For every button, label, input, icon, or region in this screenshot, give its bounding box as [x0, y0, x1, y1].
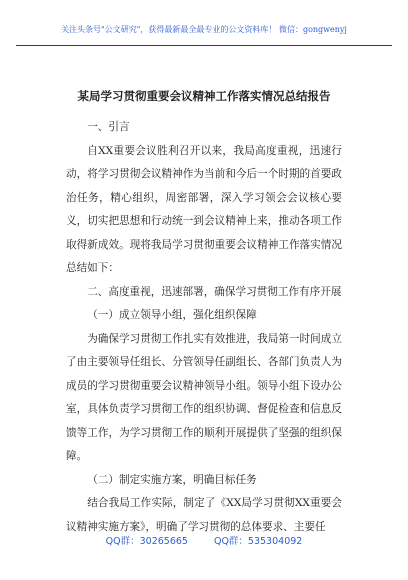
paragraph-subsection-two-heading: （二）制定实施方案，明确目标任务: [87, 473, 257, 486]
footer-qq-group-1: QQ群：30265665: [105, 536, 188, 547]
header-divider: [16, 45, 392, 46]
header-banner: 关注头条号"公文研究"，获得最新最全最专业的公文资料库！ 微信：gongwenyj: [61, 25, 347, 34]
footer-qq-group-2: QQ群：535304092: [213, 536, 303, 547]
paragraph-section-two-heading: 二、高度重视，迅速部署，确保学习贯彻工作有序开展: [87, 285, 342, 298]
paragraph-intro-body: 自XX重要会议胜利召开以来，我局高度重视，迅速行动，将学习贯彻会议精神作为当前和今后一个时期的首要政治任务，精心组织，周密部署，深入学习领会会议核心要义，切实把思想和行动统一到会议精神上来，推动各项工作取得新成效。现将我局学习贯彻重要会议精神工作落实情况总结如下：: [66, 144, 342, 274]
document-title: 某局学习贯彻重要会议精神工作落实情况总结报告: [77, 89, 331, 103]
paragraph-subsection-two-body: 结合我局工作实际，制定了《XX局学习贯彻XX重要会议精神实施方案》，明确了学习贯彻的总体要求、主要任: [66, 497, 342, 533]
paragraph-intro-heading: 一、引言: [87, 121, 130, 133]
document-body: [66, 116, 342, 539]
footer-contact: [0, 535, 408, 549]
paragraph-subsection-one-body: 为确保学习贯彻工作扎实有效推进，我局第一时间成立了由主要领导任组长、分管领导任副组长、各部门负责人为成员的学习贯彻重要会议精神领导小组。领导小组下设办公室，具体负责学习贯彻工作的组织协调、督促检查和信息反馈等工作，为学习贯彻工作的顺利开展提供了坚强的组织保障。: [66, 332, 342, 462]
paragraph-subsection-one-heading: （一）成立领导小组，强化组织保障: [87, 309, 257, 321]
